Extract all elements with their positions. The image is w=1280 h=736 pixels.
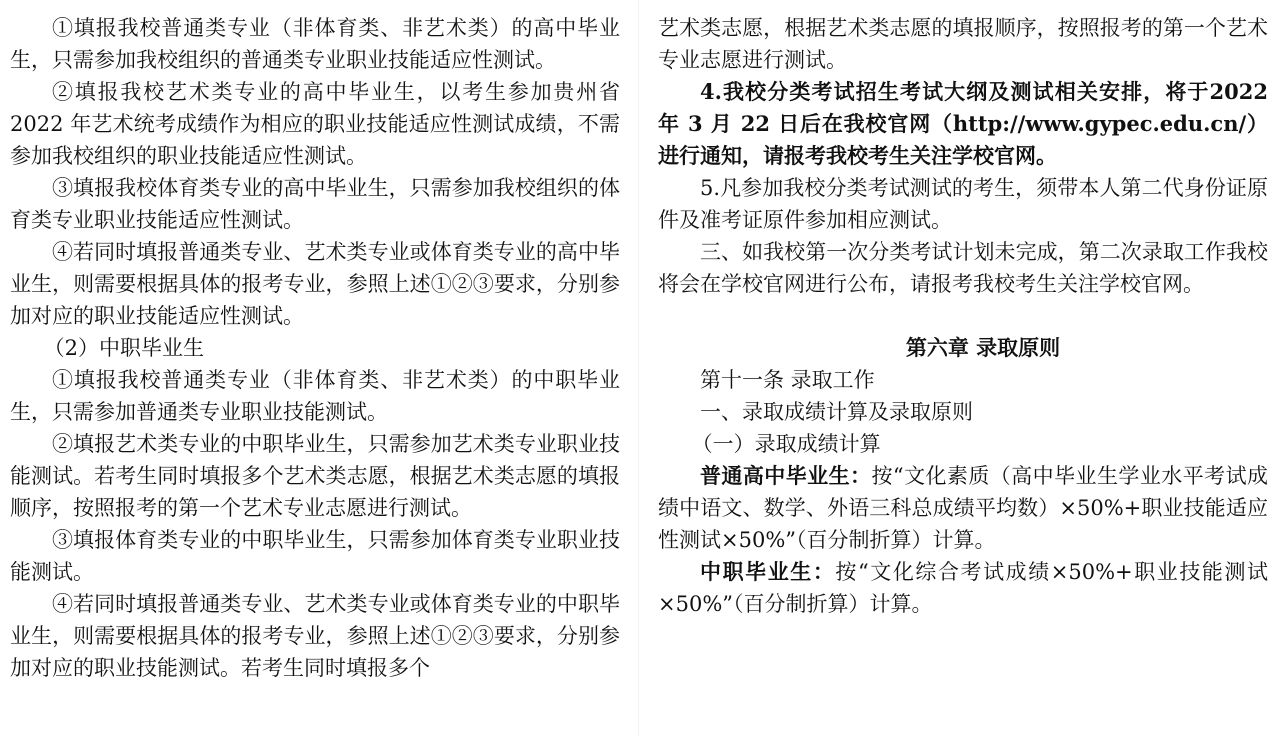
section-heading: 一、录取成绩计算及录取原则 <box>700 400 973 424</box>
paragraph-second-round: 三、如我校第一次分类考试计划未完成，第二次录取工作我校将会在学校官网进行公布，请报考我校考生关注学校官网。 <box>658 240 1268 296</box>
paragraph-hs-multiple: ④若同时填报普通类专业、艺术类专业或体育类专业的高中毕业生，则需要根据具体的报考专业，参照上述①②③要求，分别参加对应的职业技能适应性测试。 <box>10 240 620 328</box>
paragraph-id-requirement: 5.凡参加我校分类考试测试的考生，须带本人第二代身份证原件及准考证原件参加相应测试。 <box>658 176 1268 232</box>
paragraph-voc-art: ②填报艺术类专业的中职毕业生，只需参加艺术类专业职业技能测试。若考生同时填报多个艺术类志愿，根据艺术类志愿的填报顺序，按照报考的第一个艺术专业志愿进行测试。 <box>10 432 620 520</box>
paragraph-continued: 艺术类志愿，根据艺术类志愿的填报顺序，按照报考的第一个艺术专业志愿进行测试。 <box>658 16 1268 72</box>
column-divider <box>638 0 639 736</box>
right-column <box>658 12 1268 620</box>
paragraph-voc-multiple: ④若同时填报普通类专业、艺术类专业或体育类专业的中职毕业生，则需要根据具体的报考专业，参照上述①②③要求，分别参加对应的职业技能测试。若考生同时填报多个 <box>10 592 620 680</box>
paragraph-hs-general: ①填报我校普通类专业（非体育类、非艺术类）的高中毕业生，只需参加我校组织的普通类专业职业技能适应性测试。 <box>10 16 620 72</box>
chapter-title: 第六章 录取原则 <box>905 335 1061 360</box>
paragraph-hs-sports: ③填报我校体育类专业的高中毕业生，只需参加我校组织的体育类专业职业技能适应性测试。 <box>10 176 620 232</box>
voc-score-lead: 中职毕业生： <box>700 559 836 584</box>
subheading-vocational: （2）中职毕业生 <box>43 336 204 360</box>
hs-score-lead: 普通高中毕业生： <box>700 463 872 488</box>
voc-score-text: 按“文化综合考试成绩×50%+职业技能测试×50%”（百分制折算）计算。 <box>658 560 1269 616</box>
paragraph-exam-outline: 4.我校分类考试招生考试大纲及测试相关安排，将于2022 年 3 月 22 日后在我校官网（http://www.gypec.edu.cn/）进行通知，请报考我校考生关注学校官网。 <box>658 79 1268 168</box>
subsection-heading: （一）录取成绩计算 <box>691 432 881 456</box>
paragraph-voc-general: ①填报我校普通类专业（非体育类、非艺术类）的中职毕业生，只需参加普通类专业职业技能测试。 <box>10 368 620 424</box>
paragraph-voc-sports: ③填报体育类专业的中职毕业生，只需参加体育类专业职业技能测试。 <box>10 528 620 584</box>
paragraph-hs-score <box>658 460 1268 556</box>
left-column <box>10 12 620 684</box>
paragraph-voc-score <box>658 556 1268 620</box>
article-heading: 第十一条 录取工作 <box>700 368 875 392</box>
hs-score-text: 按“文化素质（高中毕业生学业水平考试成绩中语文、数学、外语三科总成绩平均数）×50%+职业技能适应性测试×50%”（百分制折算）计算。 <box>658 464 1269 552</box>
paragraph-hs-art: ②填报我校艺术类专业的高中毕业生，以考生参加贵州省 2022 年艺术统考成绩作为相应的职业技能适应性测试成绩，不需参加我校组织的职业技能适应性测试。 <box>10 80 620 168</box>
